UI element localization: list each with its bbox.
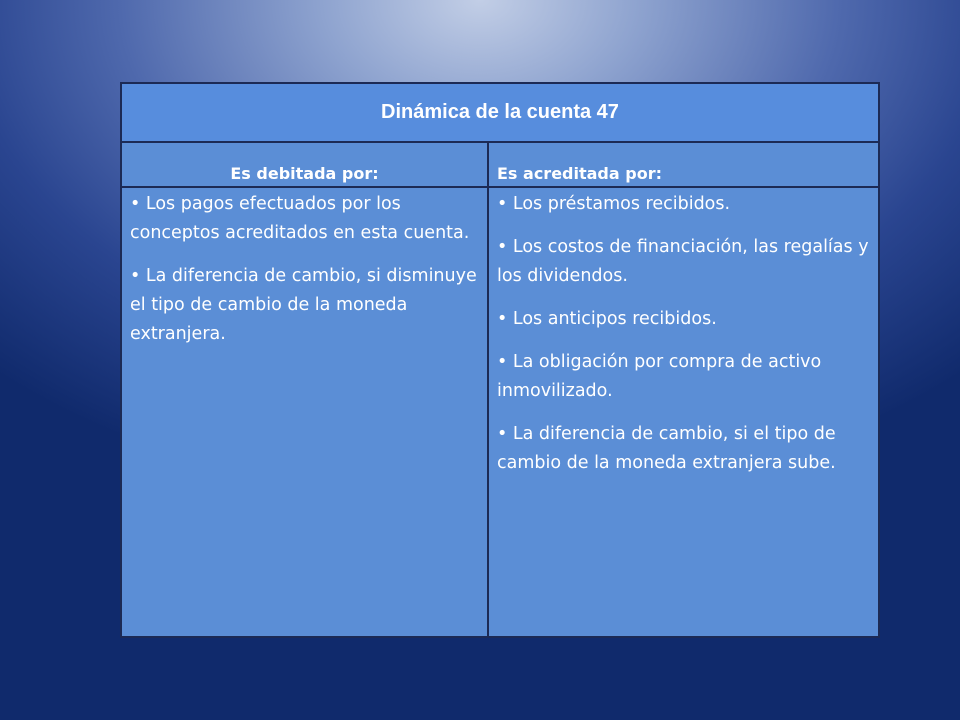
credit-column-cell: [489, 188, 878, 636]
debit-column-header: Es debitada por:: [122, 143, 489, 186]
account-dynamics-table: [120, 82, 880, 638]
credit-item: • La obligación por compra de activo inmovilizado.: [497, 352, 822, 401]
table-title: Dinámica de la cuenta 47: [122, 84, 878, 143]
table-body-row: [122, 188, 878, 636]
table-header-row: [122, 143, 878, 188]
debit-item: • Los pagos efectuados por los conceptos acreditados en esta cuenta.: [130, 194, 470, 243]
credit-item: • La diferencia de cambio, si el tipo de cambio de la moneda extranjera sube.: [497, 424, 836, 473]
credit-item: • Los costos de financiación, las regalías y los dividendos.: [497, 237, 869, 286]
credit-item: • Los préstamos recibidos.: [497, 194, 731, 214]
credit-item: • Los anticipos recibidos.: [497, 309, 717, 329]
debit-item: • La diferencia de cambio, si disminuye el tipo de cambio de la moneda extranjera.: [130, 266, 477, 344]
debit-column-cell: [122, 188, 489, 636]
credit-column-header: Es acreditada por:: [497, 164, 662, 183]
